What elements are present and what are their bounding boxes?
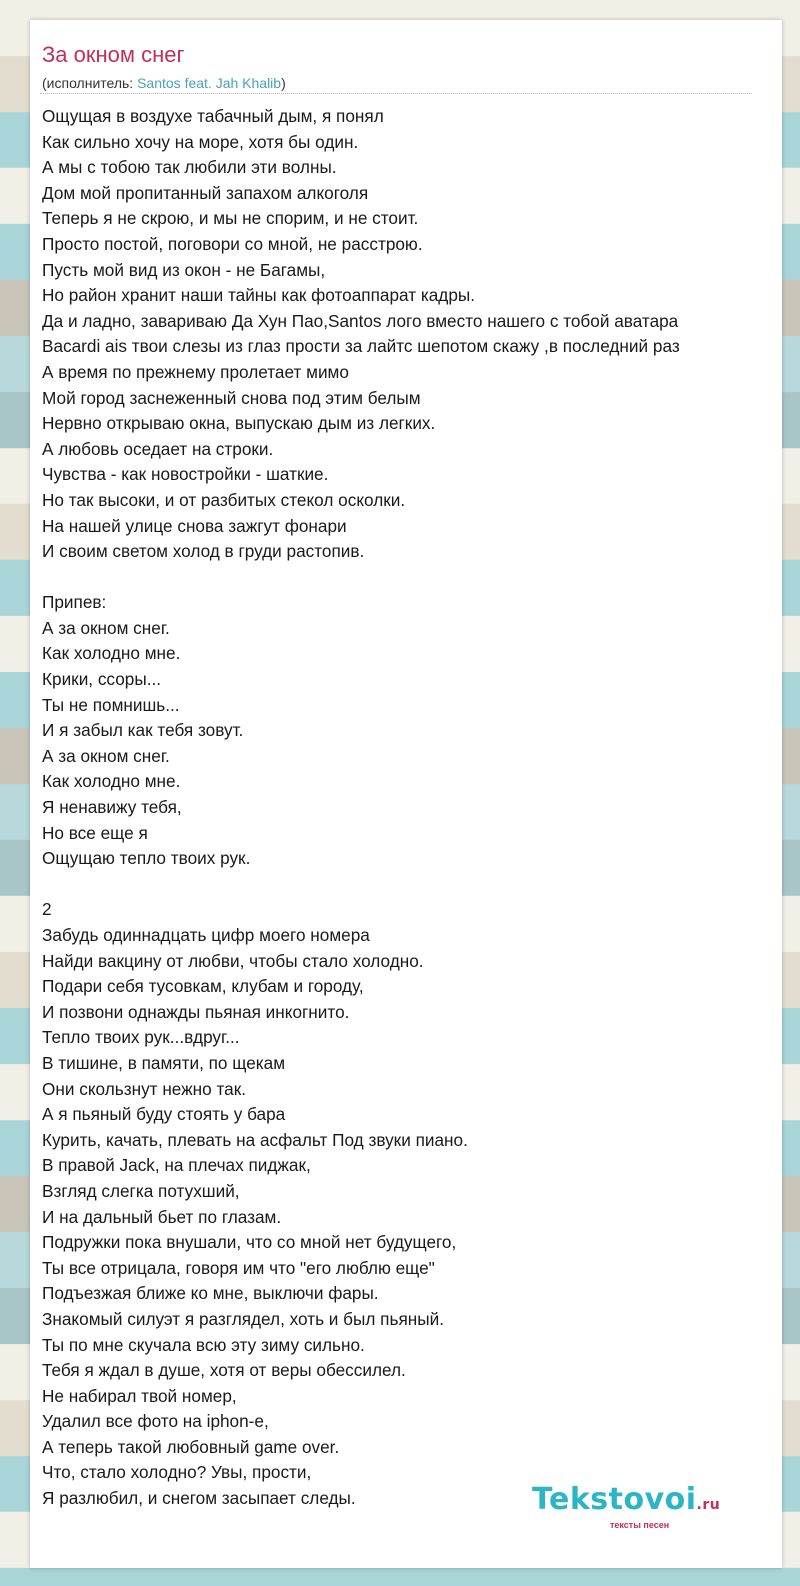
artist-byline bbox=[42, 75, 286, 91]
title-divider bbox=[40, 93, 752, 94]
byline-prefix: (исполнитель: bbox=[42, 75, 138, 91]
artist-link[interactable]: Santos feat. Jah Khalib bbox=[137, 75, 282, 91]
lyric-line: И я забыл как тебя зовут. bbox=[42, 720, 244, 741]
lyric-line: Ты не помнишь... bbox=[42, 694, 180, 715]
lyric-line: А я пьяный буду стоять у бара bbox=[42, 1104, 286, 1125]
lyrics-text bbox=[42, 104, 800, 1512]
lyric-line: Что, стало холодно? Увы, прости, bbox=[42, 1462, 312, 1483]
lyric-line: 2 bbox=[42, 899, 52, 920]
lyric-line: Забудь одиннадцать цифр моего номера bbox=[42, 925, 370, 945]
lyric-line: Найди вакцину от любви, чтобы стало холодно. bbox=[42, 950, 424, 971]
lyric-line: И на дальный бьет по глазам. bbox=[42, 1206, 282, 1227]
lyric-line: Подари себя тусовкам, клубам и городу, bbox=[42, 976, 364, 997]
stanza-break bbox=[42, 565, 800, 591]
lyric-line: А время по прежнему пролетает мимо bbox=[42, 361, 349, 382]
lyric-line: Я разлюбил, и снегом засыпает следы. bbox=[42, 1488, 356, 1509]
song-title: За окном снег bbox=[42, 42, 185, 67]
lyric-line: Я ненавижу тебя, bbox=[42, 797, 182, 818]
lyric-line: Пусть мой вид из окон - не Багамы, bbox=[42, 259, 326, 280]
lyric-line: А за окном снег. bbox=[42, 617, 170, 638]
lyric-line: Как холодно мне. bbox=[42, 643, 181, 664]
lyric-line: Крики, ссоры... bbox=[42, 669, 162, 690]
lyric-line: В правой Jack, на плечах пиджак, bbox=[42, 1155, 311, 1176]
lyric-line: В тишине, в памяти, по щекам bbox=[42, 1052, 286, 1073]
lyric-line: Дом мой пропитанный запахом алкоголя bbox=[42, 182, 369, 203]
lyric-line: Ты все отрицала, говоря им что "его люблю еще" bbox=[42, 1257, 435, 1278]
lyric-line: Мой город заснеженный снова под этим белым bbox=[42, 387, 421, 408]
lyric-line: Bacardi ais твои слезы из глаз прости за лайтс шепотом скажу ,в последний раз bbox=[42, 336, 680, 357]
lyric-line: Ощущаю тепло твоих рук. bbox=[42, 848, 251, 869]
lyric-line: Как холодно мне. bbox=[42, 771, 181, 792]
lyric-line: Тепло твоих рук...вдруг... bbox=[42, 1027, 240, 1048]
lyric-line: А любовь оседает на строки. bbox=[42, 438, 274, 459]
site-logo[interactable] bbox=[532, 1482, 720, 1517]
lyric-line: Но все еще я bbox=[42, 822, 148, 843]
lyric-line: И своим светом холод в груди растопив. bbox=[42, 541, 365, 562]
lyric-line: Курить, качать, плевать на асфальт Под звуки пиано. bbox=[42, 1129, 468, 1150]
lyric-line: На нашей улице снова зажгут фонари bbox=[42, 515, 347, 536]
lyric-line: Как сильно хочу на море, хотя бы один. bbox=[42, 131, 359, 152]
lyric-line: Чувства - как новостройки - шаткие. bbox=[42, 464, 329, 485]
lyric-line: Теперь я не скрою, и мы не спорим, и не стоит. bbox=[42, 208, 419, 229]
lyric-line: А за окном снег. bbox=[42, 745, 170, 766]
lyric-line: Ты по мне скучала всю эту зиму сильно. bbox=[42, 1334, 365, 1355]
stanza-break bbox=[42, 872, 800, 898]
logo-tld: .ru bbox=[696, 1497, 721, 1513]
lyric-line: Удалил все фото на iphon-e, bbox=[42, 1411, 269, 1432]
lyric-line: Подружки пока внушали, что со мной нет будущего, bbox=[42, 1232, 457, 1253]
lyric-line: Но район хранит наши тайны как фотоаппарат кадры. bbox=[42, 285, 476, 306]
byline-suffix: ) bbox=[281, 75, 286, 91]
lyric-line: Нервно открываю окна, выпускаю дым из легких. bbox=[42, 413, 436, 434]
lyric-line: Просто постой, поговори со мной, не расстрою. bbox=[42, 233, 423, 254]
lyric-line: Не набирал твой номер, bbox=[42, 1385, 237, 1406]
lyric-line: Знакомый силуэт я разглядел, хоть и был пьяный. bbox=[42, 1308, 444, 1329]
lyric-line: И позвони однажды пьяная инкогнито. bbox=[42, 1001, 350, 1022]
lyric-line: Тебя я ждал в душе, хотя от веры обессилел. bbox=[42, 1360, 406, 1381]
lyric-line: Подъезжая ближе ко мне, выключи фары. bbox=[42, 1283, 379, 1304]
lyric-line: Припев: bbox=[42, 592, 107, 613]
logo-name: Tekstovoi bbox=[532, 1482, 697, 1517]
lyric-line: А теперь такой любовный game over. bbox=[42, 1436, 340, 1457]
lyric-line: Они скользнут нежно так. bbox=[42, 1078, 247, 1099]
logo-tagline: тексты песен bbox=[610, 1520, 670, 1530]
lyrics-page bbox=[30, 20, 782, 1568]
lyric-line: Ощущая в воздухе табачный дым, я понял bbox=[42, 106, 384, 126]
lyric-line: А мы с тобою так любили эти волны. bbox=[42, 157, 337, 178]
lyric-line: Но так высоки, и от разбитых стекол осколки. bbox=[42, 489, 406, 510]
lyric-line: Да и ладно, завариваю Да Хун Пао,Santos лого вместо нашего с тобой аватара bbox=[42, 310, 679, 331]
lyric-line: Взгляд слегка потухший, bbox=[42, 1180, 240, 1201]
